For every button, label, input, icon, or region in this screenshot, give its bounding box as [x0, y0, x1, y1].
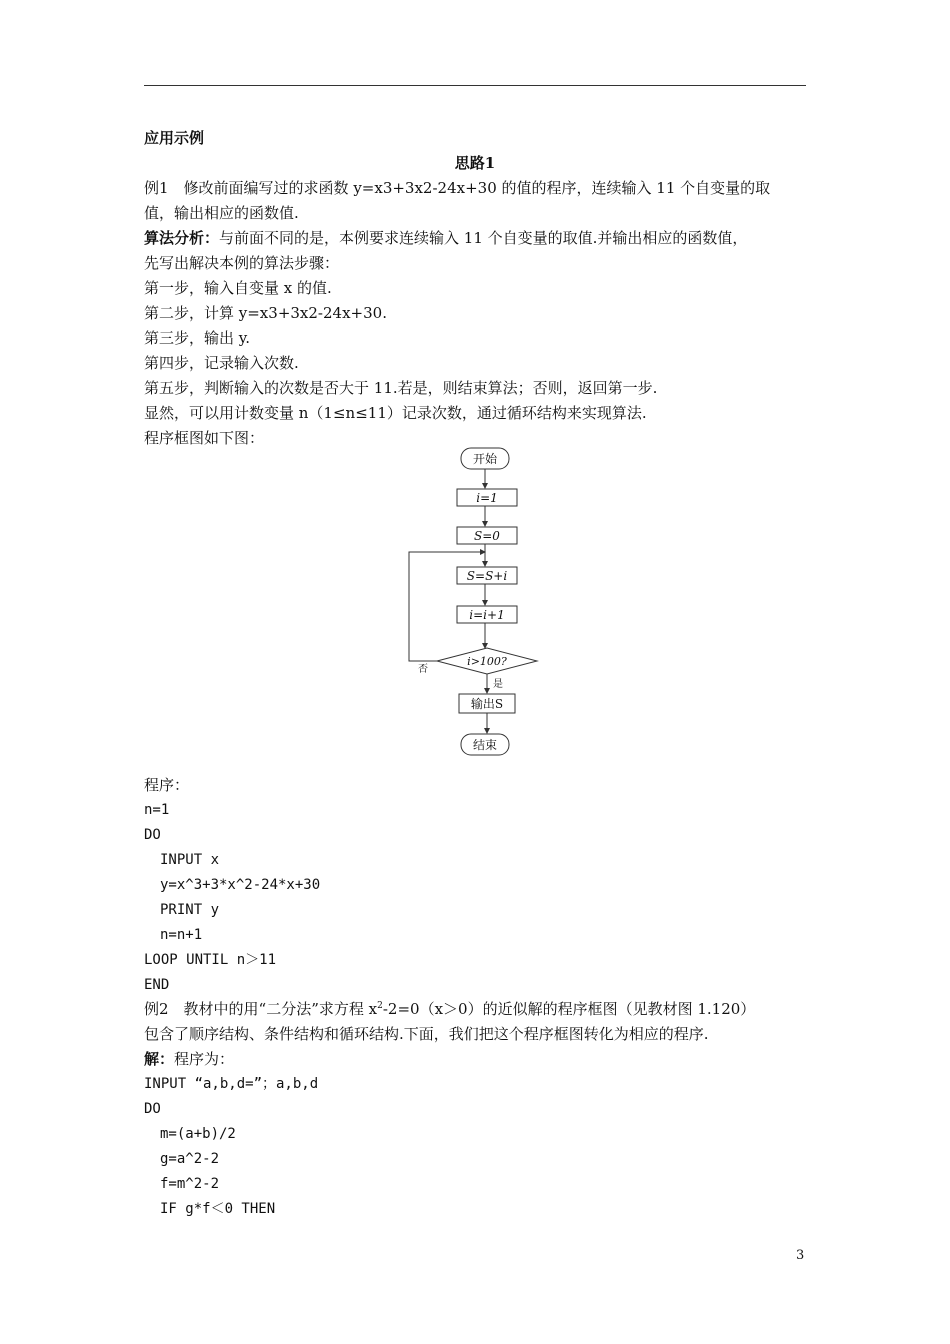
step-5: 第五步，判断输入的次数是否大于 11.若是，则结束算法；否则，返回第一步.	[144, 379, 658, 397]
yes-label: 是	[493, 679, 503, 690]
exponent: 2	[377, 1001, 383, 1011]
start-label: 开始	[472, 452, 498, 466]
analysis-line	[144, 228, 747, 248]
analysis-text: 与前面不同的是，本例要求连续输入 11 个自变量的取值.并输出相应的函数值，	[219, 229, 748, 247]
output-label: 输出S	[470, 697, 504, 711]
header-rule	[144, 85, 806, 86]
code-line: INPUT “a,b,d=”；a,b,d	[144, 1076, 319, 1092]
subtitle: 思路1	[454, 154, 496, 172]
end-label: 结束	[472, 738, 498, 752]
no-label: 否	[418, 664, 428, 675]
example2-line1	[144, 999, 755, 1019]
code-line: IF g*f＜0 THEN	[160, 1201, 276, 1217]
solution-line	[144, 1049, 234, 1069]
i-update-label: i=i+1	[469, 608, 505, 622]
analysis-line2: 先写出解决本例的算法步骤：	[144, 254, 340, 272]
i-init-label: i=1	[476, 491, 498, 505]
code-line: m=(a+b)/2	[160, 1126, 236, 1142]
flowchart	[400, 443, 545, 761]
code-line: n=1	[144, 802, 170, 818]
page-number: 3	[796, 1248, 805, 1263]
step-4: 第四步，记录输入次数.	[144, 354, 299, 372]
solution-text: 程序为：	[174, 1050, 235, 1068]
code-line: g=a^2-2	[160, 1151, 220, 1167]
code-line: y=x^3+3*x^2-24*x+30	[160, 877, 321, 893]
example1-line2: 值，输出相应的函数值.	[144, 204, 299, 222]
code-line: n=n+1	[160, 927, 203, 943]
s-update-label: S=S+i	[466, 569, 508, 583]
example2-text-b: -2=0（x＞0）的近似解的程序框图（见教材图 1.120）	[382, 1000, 756, 1018]
s-init-label: S=0	[474, 529, 500, 543]
code-line: INPUT x	[160, 852, 220, 868]
step-1: 第一步，输入自变量 x 的值.	[144, 279, 332, 297]
code-line: END	[144, 977, 170, 993]
step-3: 第三步，输出 y.	[144, 329, 251, 347]
program-label: 程序：	[144, 776, 190, 794]
step-2: 第二步，计算 y=x3+3x2-24x+30.	[144, 304, 387, 322]
code-line: DO	[144, 1101, 161, 1117]
code-line: f=m^2-2	[160, 1176, 220, 1192]
flowchart-intro: 程序框图如下图：	[144, 429, 265, 447]
counter-note: 显然，可以用计数变量 n（1≤n≤11）记录次数，通过循环结构来实现算法.	[144, 404, 647, 422]
solution-label: 解：	[144, 1050, 175, 1068]
example2-text-a: 例2 教材中的用“二分法”求方程 x	[144, 1000, 378, 1018]
example2-line2: 包含了顺序结构、条件结构和循环结构.下面，我们把这个程序框图转化为相应的程序.	[144, 1025, 709, 1043]
section-title: 应用示例	[144, 129, 205, 147]
condition-label: i>100?	[467, 655, 507, 668]
code-line: PRINT y	[160, 902, 220, 918]
code-line: LOOP UNTIL n＞11	[144, 952, 277, 968]
example1-line1: 例1 修改前面编写过的求函数 y=x3+3x2-24x+30 的值的程序，连续输入 11 个自变量的取	[144, 179, 771, 197]
analysis-label: 算法分析：	[144, 229, 220, 247]
code-line: DO	[144, 827, 161, 843]
